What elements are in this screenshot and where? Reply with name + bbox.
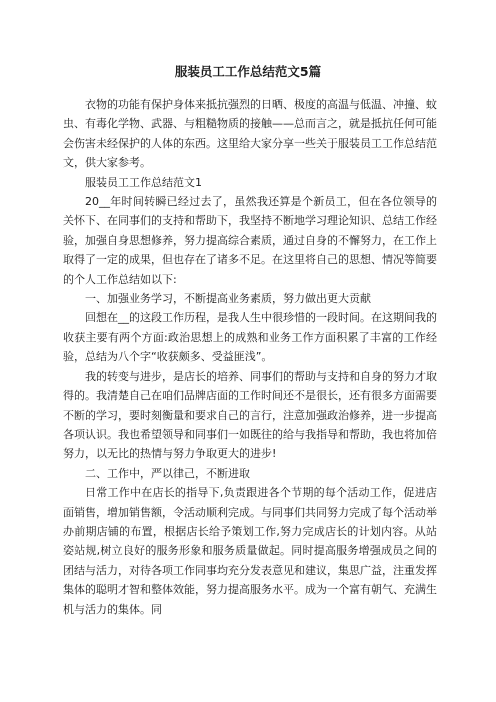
- document-title: 服装员工工作总结范文5篇: [174, 64, 322, 79]
- body-paragraph: 日常工作中在店长的指导下,负责跟进各个节期的每个活动工作，促进店面销售，增加销售额，令活动顺利完成。与同事们共同努力完成了每个活动举办前期店铺的布置，根据店长给予策划工作,努力完成店长的计划内容。从站姿站规,树立良好的服务形象和服务质量做起。同时提高服务增强成员之间的团结与活力，对待各项工作同事均充分发表意见和建议，集思广益，注重发挥集体的聪明才智和整体效能，努力提高服务水平。成为一个富有朝气、充满生机与活力的集体。同: [63, 486, 437, 616]
- subsection-heading: 二、工作中，严以律己，不断进取: [85, 466, 250, 480]
- intro-paragraph: 衣物的功能有保护身体来抵抗强烈的日晒、极度的高温与低温、冲撞、蚊虫、有毒化学物、武器、与粗糙物质的接触——总而言之，就是抵抗任何可能会伤害未经保护的人体的东西。这里给大家分享一些关于服装员工工作总结范文，供大家参考。: [63, 98, 437, 170]
- document-body: [63, 95, 437, 619]
- body-paragraph: 20__年时间转瞬已经过去了，虽然我还算是个新员工，但在各位领导的关怀下、在同事们的支持和帮助下，我坚持不断地学习理论知识、总结工作经验，加强自身思想修养，努力提高综合素质，通过自身的不懈努力，在工作上取得了一定的成果，但也存在了诸多不足。在这里将自己的思想、情况等简要的个人工作总结如以下:: [63, 195, 437, 286]
- section-heading: 服装员工工作总结范文1: [85, 175, 202, 189]
- body-paragraph: 回想在__的这段工作历程，是我人生中很珍惜的一段时间。在这期间我的收获主要有两个方面:政治思想上的成熟和业务工作方面积累了丰富的工作经验，总结为八个字“收获颇多、受益匪浅”。: [63, 311, 437, 364]
- body-paragraph: 我的转变与进步，是店长的培养、同事们的帮助与支持和自身的努力才取得的。我清楚自己在咱们品牌店面的工作时间还不是很长，还有很多方面需要不断的学习，要时刻衡量和要求自己的言行，注意加强政治修养，进一步提高各项认识。我也希望领导和同事们一如既往的给与我指导和帮助，我也将加倍努力，以无比的热情与努力争取更大的进步!: [63, 369, 437, 461]
- subsection-heading: 一、加强业务学习，不断提高业务素质，努力做出更大贡献: [85, 292, 371, 306]
